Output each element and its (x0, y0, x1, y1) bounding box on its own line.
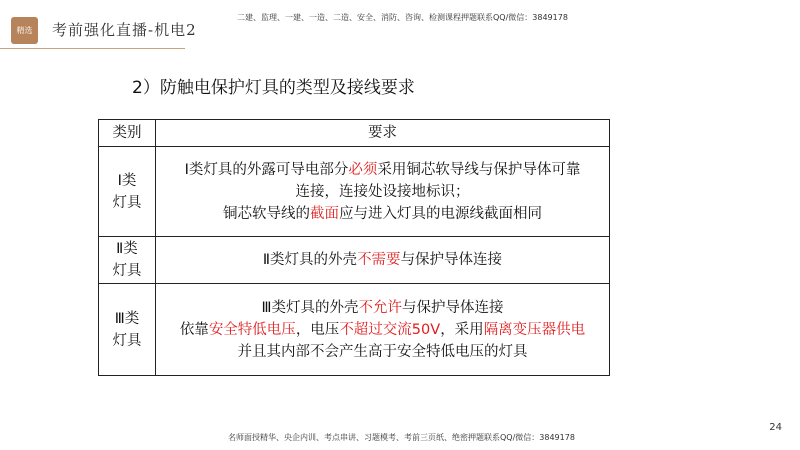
logo-text: 精选 (16, 26, 33, 35)
req-text: ，电压 (295, 321, 340, 338)
table-row (99, 237, 610, 284)
category-line: 灯具 (112, 332, 142, 349)
req-text: 与保护导体连接 (400, 252, 503, 268)
req-text: Ⅲ类灯具的外壳 (261, 299, 359, 316)
req-highlight: 必须 (348, 161, 378, 178)
category-line: Ⅱ类 (116, 241, 138, 257)
req-text: 铜芯软导线的 (223, 205, 310, 222)
header-divider (0, 48, 185, 49)
category-cell (99, 147, 156, 237)
requirement-cell (156, 284, 610, 376)
req-text: ，采用 (440, 321, 484, 338)
category-line: Ⅲ类 (114, 310, 140, 327)
req-highlight: 不允许 (358, 299, 402, 316)
req-text: 应与进入灯具的电源线截面相同 (339, 205, 542, 222)
req-highlight: 不需要 (357, 252, 401, 268)
header-category: 类别 (99, 120, 156, 147)
req-text: 依靠 (179, 321, 209, 338)
course-logo (11, 17, 38, 44)
requirements-table (98, 119, 610, 376)
req-text: Ⅰ类灯具的外露可导电部分 (184, 161, 349, 178)
req-highlight: 隔离变压器供电 (483, 321, 586, 338)
req-highlight: 安全特低电压 (208, 321, 296, 338)
category-line: Ⅰ类 (117, 172, 137, 189)
req-text: 连接，连接处设接地标识； (295, 183, 470, 200)
table-row (99, 284, 610, 376)
slide-title: 2）防触电保护灯具的类型及接线要求 (132, 78, 415, 98)
req-highlight: 不超过交流50V (339, 321, 441, 338)
category-line: 灯具 (112, 263, 142, 279)
category-line: 灯具 (112, 194, 142, 211)
top-ad-text: 二建、监理、一建、一造、二造、安全、消防、咨询、检测课程押题联系QQ/微信：3849178 (237, 13, 568, 22)
category-cell (99, 284, 156, 376)
req-highlight: 截面 (310, 205, 339, 222)
table-row (99, 147, 610, 237)
req-text: 与保护导体连接 (402, 299, 504, 316)
req-text: 并且其内部不会产生高于安全特低电压的灯具 (237, 343, 528, 360)
req-text: Ⅱ类灯具的外壳 (262, 252, 358, 268)
table-header-row (99, 120, 610, 147)
bottom-ad-text: 名师面授精华、央企内训、考点串讲、习题模考、考前三页纸、绝密押题联系QQ/微信：3849178 (228, 433, 575, 442)
page-number: 24 (769, 422, 782, 433)
course-title: 考前强化直播-机电2 (52, 21, 197, 39)
category-cell (99, 237, 156, 284)
requirement-cell (156, 237, 610, 284)
header-requirement: 要求 (156, 120, 610, 147)
req-text: 采用铜芯软导线与保护导体可靠 (377, 161, 581, 178)
requirement-cell (156, 147, 610, 237)
